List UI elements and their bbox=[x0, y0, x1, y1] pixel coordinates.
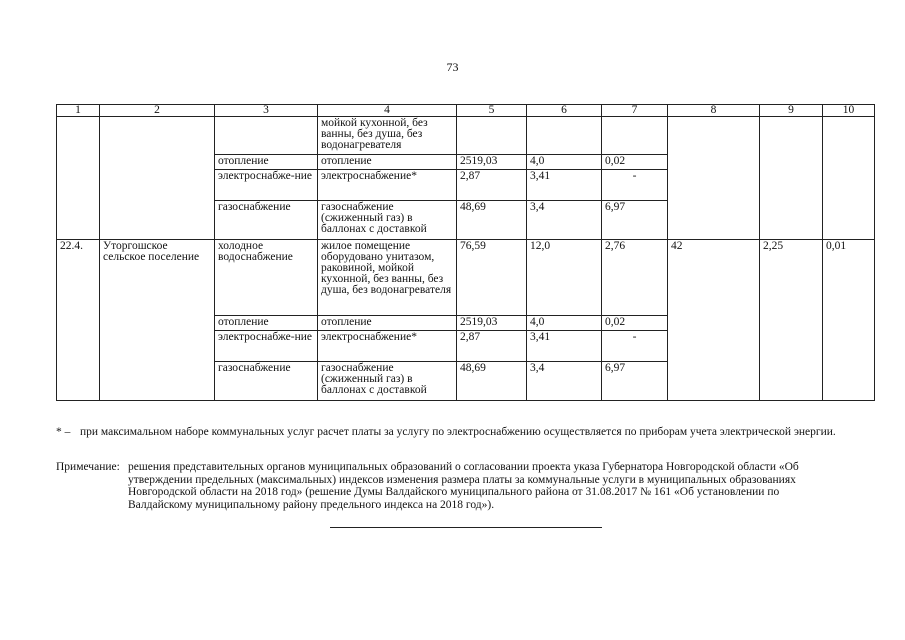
cell-c7: 6,97 bbox=[602, 362, 668, 401]
note bbox=[56, 461, 846, 511]
footnote bbox=[56, 426, 836, 438]
cell-service: газоснабжение bbox=[215, 201, 318, 240]
cell-c7: - bbox=[602, 170, 668, 201]
cell-description: мойкой кухонной, без ванны, без душа, без водонагревателя bbox=[318, 117, 457, 155]
cell-c5: 48,69 bbox=[457, 362, 527, 401]
cell-c6: 12,0 bbox=[527, 240, 602, 316]
cell-c6: 3,41 bbox=[527, 170, 602, 201]
cell-service: газоснабжение bbox=[215, 362, 318, 401]
cell-num bbox=[57, 117, 100, 240]
cell-service: отопление bbox=[215, 155, 318, 170]
col-header-10: 10 bbox=[823, 105, 875, 117]
cell-c5: 2519,03 bbox=[457, 155, 527, 170]
cell-service: электроснабже-ние bbox=[215, 331, 318, 362]
cell-description: электроснабжение* bbox=[318, 331, 457, 362]
col-header-9: 9 bbox=[760, 105, 823, 117]
cell-c7: 6,97 bbox=[602, 201, 668, 240]
cell-c6: 3,41 bbox=[527, 331, 602, 362]
footnote-text: при максимальном наборе коммунальных услуг расчет платы за услугу по электроснабжению осуществляется по приборам учета электрической энергии. bbox=[80, 426, 836, 438]
cell-service: холодное водоснабжение bbox=[215, 240, 318, 316]
header-row bbox=[57, 105, 875, 117]
cell-service: отопление bbox=[215, 316, 318, 331]
cell-c7 bbox=[602, 117, 668, 155]
col-header-6: 6 bbox=[527, 105, 602, 117]
cell-description: газоснабжение (сжиженный газ) в баллонах с доставкой bbox=[318, 362, 457, 401]
note-text: решения представительных органов муниципальных образований о согласовании проекта указа Губернатора Новгородской области «Об утверждении предельных (максимальных) индексов изменения размера платы за коммунальные услуги в муниципальных образованиях Новгородской области на 2018 год» (решение Думы Валдайского муниципального района от 31.08.2017 № 161 «Об установлении по Валдайскому муниципальному району предельного индекса на 2018 год»). bbox=[128, 461, 799, 511]
page-number: 73 bbox=[446, 60, 459, 74]
cell-c9 bbox=[760, 117, 823, 240]
cell-c7: - bbox=[602, 331, 668, 362]
cell-description: газоснабжение (сжиженный газ) в баллонах с доставкой bbox=[318, 201, 457, 240]
col-header-5: 5 bbox=[457, 105, 527, 117]
cell-c6: 4,0 bbox=[527, 155, 602, 170]
col-header-1: 1 bbox=[57, 105, 100, 117]
col-header-8: 8 bbox=[668, 105, 760, 117]
cell-c6: 3,4 bbox=[527, 362, 602, 401]
footnote-mark: * – bbox=[56, 426, 71, 438]
cell-description: отопление bbox=[318, 316, 457, 331]
cell-c5: 2,87 bbox=[457, 170, 527, 201]
cell-c5: 2,87 bbox=[457, 331, 527, 362]
cell-c6: 3,4 bbox=[527, 201, 602, 240]
col-header-7: 7 bbox=[602, 105, 668, 117]
cell-num: 22.4. bbox=[57, 240, 100, 401]
cell-c7: 0,02 bbox=[602, 316, 668, 331]
tariff-table bbox=[56, 104, 875, 401]
cell-c5 bbox=[457, 117, 527, 155]
cell-c7: 2,76 bbox=[602, 240, 668, 316]
cell-c8: 42 bbox=[668, 240, 760, 401]
cell-description: жилое помещение оборудовано унитазом, раковиной, мойкой кухонной, без ванны, без душа, без водонагревателя bbox=[318, 240, 457, 316]
cell-service bbox=[215, 117, 318, 155]
cell-c10 bbox=[823, 117, 875, 240]
cell-c10: 0,01 bbox=[823, 240, 875, 401]
col-header-4: 4 bbox=[318, 105, 457, 117]
closing-rule bbox=[330, 527, 602, 528]
cell-c9: 2,25 bbox=[760, 240, 823, 401]
cell-settlement: Уторгошское сельское поселение bbox=[100, 240, 215, 401]
cell-c7: 0,02 bbox=[602, 155, 668, 170]
col-header-2: 2 bbox=[100, 105, 215, 117]
cell-c6 bbox=[527, 117, 602, 155]
table-row bbox=[57, 240, 875, 316]
note-label: Примечание: bbox=[56, 461, 120, 473]
cell-service: электроснабже-ние bbox=[215, 170, 318, 201]
cell-c5: 76,59 bbox=[457, 240, 527, 316]
cell-settlement bbox=[100, 117, 215, 240]
table-row bbox=[57, 117, 875, 155]
cell-c8 bbox=[668, 117, 760, 240]
cell-c5: 48,69 bbox=[457, 201, 527, 240]
cell-description: электроснабжение* bbox=[318, 170, 457, 201]
cell-description: отопление bbox=[318, 155, 457, 170]
col-header-3: 3 bbox=[215, 105, 318, 117]
cell-c5: 2519,03 bbox=[457, 316, 527, 331]
cell-c6: 4,0 bbox=[527, 316, 602, 331]
